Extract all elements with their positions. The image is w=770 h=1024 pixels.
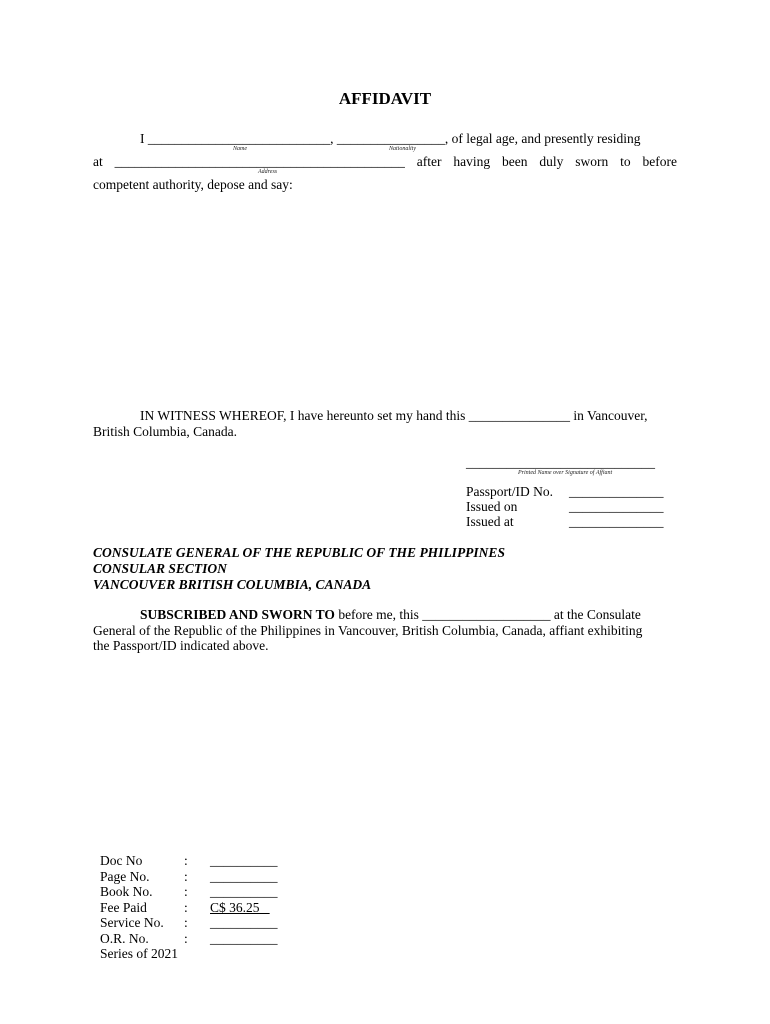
- caption-nationality: Nationality: [389, 146, 416, 152]
- footer-series: Series of 2021: [100, 946, 178, 961]
- footer-or-no-colon: :: [184, 931, 188, 946]
- consulate-line-3: VANCOUVER BRITISH COLUMBIA, CANADA: [93, 577, 372, 592]
- footer-fee-paid-label: Fee Paid: [100, 900, 147, 915]
- footer-or-no-label: O.R. No.: [100, 931, 149, 946]
- consulate-line-2: CONSULAR SECTION: [93, 561, 227, 576]
- footer-book-no-colon: :: [184, 884, 188, 899]
- sworn-line-1-rest: before me, this ___________________ at the Consulate: [334, 607, 641, 622]
- passport-label: Passport/ID No.: [466, 484, 553, 499]
- passport-value: ______________: [569, 484, 664, 499]
- signature-caption: Printed Name over Signature of Affiant: [518, 470, 613, 476]
- consulate-line-1: CONSULATE GENERAL OF THE REPUBLIC OF THE PHILIPPINES: [93, 545, 505, 560]
- issued-on-value: ______________: [569, 499, 664, 514]
- sworn-bold-lead: SUBSCRIBED AND SWORN TO: [140, 607, 335, 622]
- footer-service-no-value: __________: [210, 915, 278, 930]
- footer-book-no-value: __________: [210, 884, 278, 899]
- issued-at-value: ______________: [569, 514, 664, 529]
- signature-line: ____________________________: [466, 455, 655, 470]
- sworn-line-3: the Passport/ID indicated above.: [93, 638, 269, 653]
- witness-line-2: British Columbia, Canada.: [93, 424, 237, 439]
- intro-line-3: competent authority, depose and say:: [93, 177, 293, 192]
- footer-page-no-label: Page No.: [100, 869, 150, 884]
- intro-line-1: I ___________________________, ________________, of legal age, and presently residing: [140, 131, 641, 146]
- footer-doc-no-label: Doc No: [100, 853, 143, 868]
- issued-on-label: Issued on: [466, 499, 518, 514]
- footer-fee-paid-colon: :: [184, 900, 188, 915]
- footer-or-no-value: __________: [210, 931, 278, 946]
- footer-doc-no-value: __________: [210, 853, 278, 868]
- caption-address: Address: [258, 169, 278, 175]
- intro-line-2: at ___________________________________________ after having been duly sworn to before: [93, 154, 677, 169]
- sworn-line-2: General of the Republic of the Philippines in Vancouver, British Columbia, Canada, affiant exhibiting: [93, 623, 643, 638]
- footer-page-no-colon: :: [184, 869, 188, 884]
- footer-doc-no-colon: :: [184, 853, 188, 868]
- footer-page-no-value: __________: [210, 869, 278, 884]
- footer-fee-paid-value: C$ 36.25: [210, 900, 270, 915]
- footer-book-no-label: Book No.: [100, 884, 153, 899]
- issued-at-label: Issued at: [466, 514, 514, 529]
- caption-name: Name: [233, 146, 247, 152]
- footer-service-no-label: Service No.: [100, 915, 164, 930]
- sworn-line-1: [140, 607, 641, 623]
- witness-line-1: IN WITNESS WHEREOF, I have hereunto set my hand this _______________ in Vancouver,: [140, 408, 648, 423]
- document-title: AFFIDAVIT: [338, 89, 432, 108]
- footer-service-no-colon: :: [184, 915, 188, 930]
